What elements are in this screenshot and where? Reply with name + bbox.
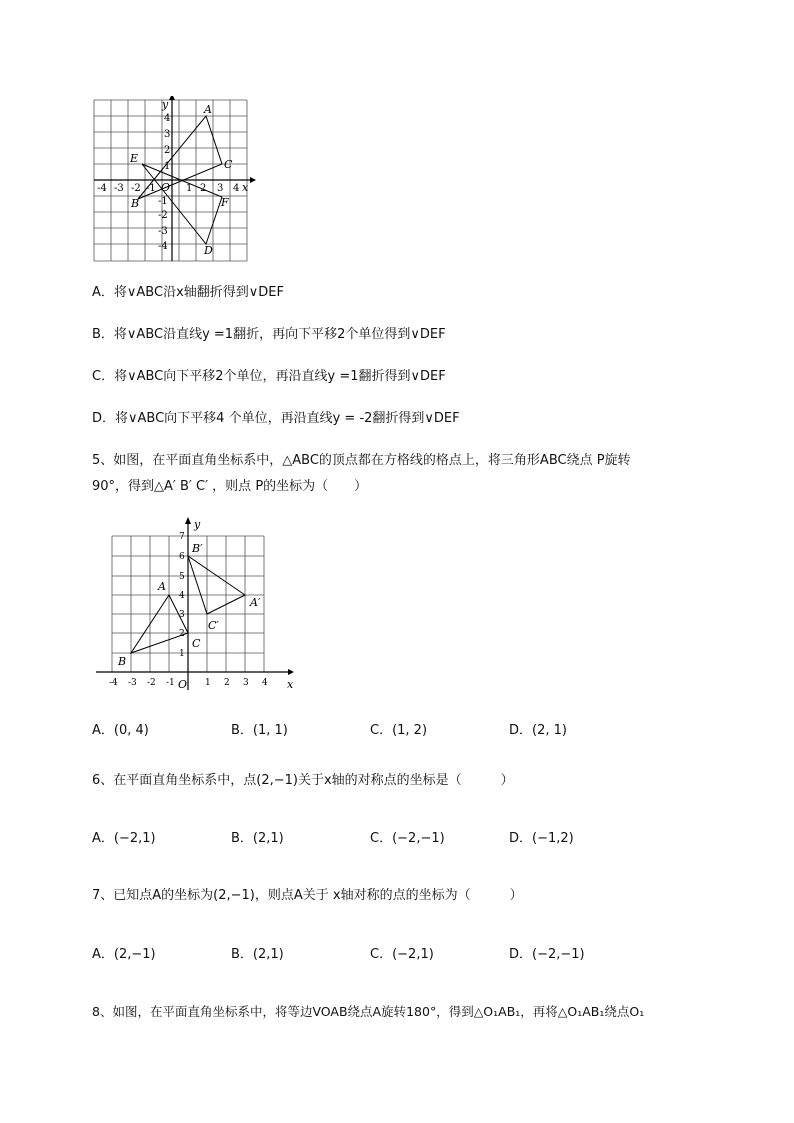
label-B-prime: B′ — [192, 542, 203, 555]
label-B: B — [131, 197, 140, 210]
y-tick: 1 — [179, 649, 185, 659]
figure-1-coordinate-grid — [88, 96, 258, 264]
label-x: x — [242, 181, 249, 194]
y-tick: 1 — [164, 161, 171, 172]
label-E: E — [130, 152, 139, 165]
q4-option-a: A．将∨ABC沿x轴翻折得到∨DEF — [92, 285, 284, 300]
q6-option-b: B．(2,1) — [231, 831, 284, 846]
x-tick: -3 — [114, 183, 124, 194]
q7-stem: 7、已知点A的坐标为(2,−1)，则点A关于 x轴对称的点的坐标为（ ） — [92, 888, 523, 903]
label-C-prime: C′ — [208, 619, 219, 632]
label-B: B — [118, 655, 127, 668]
label-x: x — [287, 678, 294, 691]
y-tick: -3 — [158, 226, 168, 237]
x-tick: 4 — [262, 678, 268, 688]
q5-option-c: C．(1, 2) — [370, 723, 428, 738]
x-tick: 3 — [243, 678, 249, 688]
q8-stem: 8、如图，在平面直角坐标系中，将等边VOAB绕点A旋转180°，得到△O₁AB₁，再将△O₁AB₁绕点O₁ — [92, 1004, 645, 1019]
x-tick: 2 — [200, 183, 207, 194]
y-tick: 2 — [164, 145, 171, 156]
x-tick: -4 — [97, 183, 107, 194]
label-O: O — [178, 678, 188, 691]
q7-option-c: C．(−2,1) — [370, 947, 434, 962]
label-y: y — [162, 98, 169, 111]
x-tick: 3 — [217, 183, 224, 194]
x-tick: 1 — [205, 678, 211, 688]
q4-option-b: B．将∨ABC沿直线y =1翻折，再向下平移2个单位得到∨DEF — [92, 327, 446, 342]
q4-option-d: D．将∨ABC向下平移4 个单位，再沿直线y = -2翻折得到∨DEF — [92, 411, 460, 426]
label-C: C — [192, 637, 201, 650]
label-D: D — [204, 244, 213, 257]
y-tick: 7 — [179, 532, 185, 542]
x-tick: -1 — [146, 183, 156, 194]
q5-stem-line-2: 90°，得到△A′ B′ C′ ，则点 P的坐标为（ ） — [92, 479, 368, 494]
figure-2-coordinate-grid — [96, 516, 302, 694]
x-tick: -4 — [109, 678, 118, 688]
x-tick: 2 — [224, 678, 230, 688]
y-tick: 4 — [179, 591, 185, 601]
q6-option-d: D．(−1,2) — [509, 831, 574, 846]
label-y: y — [194, 518, 201, 531]
q5-option-b: B．(1, 1) — [231, 723, 288, 738]
label-A-prime: A′ — [250, 596, 261, 609]
x-tick: 1 — [186, 183, 193, 194]
x-tick: -2 — [147, 678, 156, 688]
q7-option-d: D．(−2,−1) — [509, 947, 585, 962]
y-tick: 3 — [164, 129, 171, 140]
q6-stem: 6、在平面直角坐标系中，点(2,−1)关于x轴的对称点的坐标是（ ） — [92, 773, 514, 788]
x-tick: -3 — [128, 678, 137, 688]
x-tick: -1 — [166, 678, 175, 688]
y-tick: 3 — [179, 610, 185, 620]
label-A: A — [204, 103, 212, 116]
y-tick: 6 — [179, 552, 185, 562]
label-A: A — [158, 580, 166, 593]
y-tick: -4 — [158, 241, 168, 252]
y-tick: 4 — [164, 113, 171, 124]
y-tick: 5 — [179, 572, 185, 582]
y-tick: 2 — [179, 629, 185, 639]
x-tick: -2 — [131, 183, 141, 194]
label-O: O — [161, 181, 171, 194]
label-F: F — [221, 196, 229, 209]
label-C: C — [224, 158, 233, 171]
x-tick: 4 — [233, 183, 240, 194]
y-tick: -2 — [158, 210, 168, 221]
q7-option-b: B．(2,1) — [231, 947, 284, 962]
q5-option-a: A．(0, 4) — [92, 723, 149, 738]
q4-option-c: C．将∨ABC向下平移2个单位，再沿直线y =1翻折得到∨DEF — [92, 369, 446, 384]
q7-option-a: A．(2,−1) — [92, 947, 156, 962]
q5-stem-line-1: 5、如图，在平面直角坐标系中，△ABC的顶点都在方格线的格点上，将三角形ABC绕点 P旋转 — [92, 453, 631, 468]
y-tick: -1 — [158, 196, 168, 207]
q5-option-d: D．(2, 1) — [509, 723, 567, 738]
q6-option-c: C．(−2,−1) — [370, 831, 445, 846]
q6-option-a: A．(−2,1) — [92, 831, 156, 846]
